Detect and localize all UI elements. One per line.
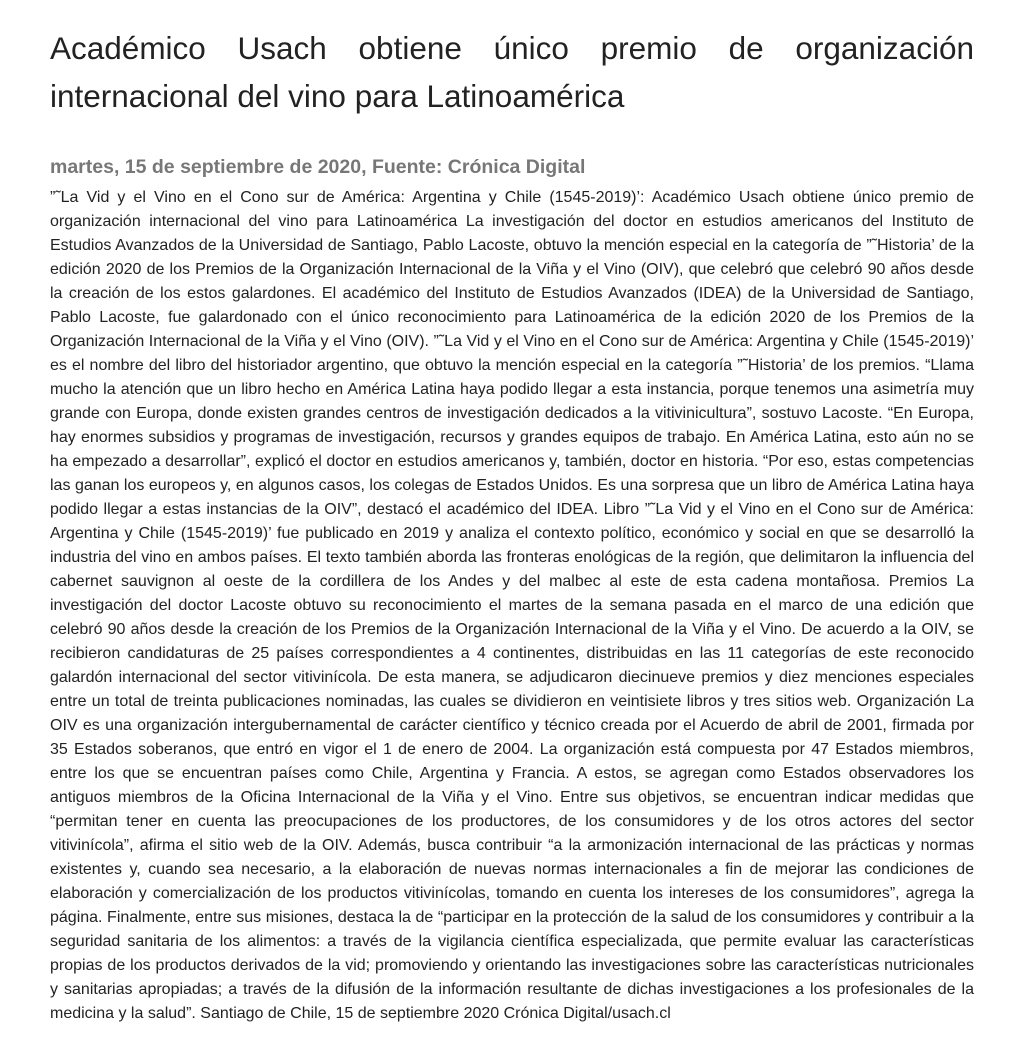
article-title: Académico Usach obtiene único premio de organización internacional del vino para Latinoamérica [50, 30, 974, 114]
article-meta [50, 153, 974, 181]
meta-separator: , [361, 156, 372, 178]
article-source: Crónica Digital [447, 156, 586, 178]
article [50, 24, 974, 1026]
article-date: martes, 15 de septiembre de 2020 [50, 156, 362, 178]
source-label: Fuente: [371, 156, 448, 178]
article-body: ”˜La Vid y el Vino en el Cono sur de América: Argentina y Chile (1545-2019)’: Académico Usach obtiene único premio de organización internacional del vino para Latinoamérica La investigación del doctor en estudios americanos del Instituto de Estudios Avanzados de la Universidad de Santiago, Pablo Lacoste, obtuvo la mención especial en la categoría de ”˜Historia’ de la edición 2020 de los Premios de la Organización Internacional de la Viña y el Vino (OIV), que celebró que celebró 90 años desde la creación de los estos galardones. El académico del Instituto de Estudios Avanzados (IDEA) de la Universidad de Santiago, Pablo Lacoste, fue galardonado con el único reconocimiento para Latinoamérica de la edición 2020 de los Premios de la Organización Internacional de la Viña y el Vino (OIV). ”˜La Vid y el Vino en el Cono sur de América: Argentina y Chile (1545-2019)’ es el nombre del libro del historiador argentino, que obtuvo la mención especial en la categoría ”˜Historia’ de los premios. “Llama mucho la atención que un libro hecho en América Latina haya podido llegar a esta instancia, porque tenemos una asimetría muy grande con Europa, donde existen grandes centros de investigación dedicados a la vitivinicultura”, sostuvo Lacoste. “En Europa, hay enormes subsidios y programas de investigación, recursos y grandes equipos de trabajo. En América Latina, esto aún no se ha empezado a desarrollar”, explicó el doctor en estudios americanos y, también, doctor en historia. “Por eso, estas competencias las ganan los europeos y, en algunos casos, los colegas de Estados Unidos. Es una sorpresa que un libro de América Latina haya podido llegar a estas instancias de la OIV”, destacó el académico del IDEA. Libro ”˜La Vid y el Vino en el Cono sur de América: Argentina y Chile (1545-2019)’ fue publicado en 2019 y analiza el contexto político, económico y social en que se desarrolló la industria del vino en ambos países. El texto también aborda las fronteras enológicas de la región, que delimitaron la influencia del cabernet sauvignon al oeste de la cordillera de los Andes y del malbec al este de esta cadena montañosa. Premios La investigación del doctor Lacoste obtuvo su reconocimiento el martes de la semana pasada en el marco de una edición que celebró 90 años desde la creación de los Premios de la Organización Internacional de la Viña y el Vino. De acuerdo a la OIV, se recibieron candidaturas de 25 países correspondientes a 4 continentes, distribuidas en las 11 categorías de este reconocido galardón internacional del sector vitivinícola. De esta manera, se adjudicaron diecinueve premios y diez menciones especiales entre un total de treinta publicaciones nominadas, las cuales se dividieron en veintisiete libros y tres sitios web. Organización La OIV es una organización intergubernamental de carácter científico y técnico creada por el Acuerdo de abril de 2001, firmada por 35 Estados soberanos, que entró en vigor el 1 de enero de 2004. La organización está compuesta por 47 Estados miembros, entre los que se encuentran países como Chile, Argentina y Francia. A estos, se agregan como Estados observadores los antiguos miembros de la Oficina Internacional de la Viña y el Vino. Entre sus objetivos, se encuentran indicar medidas que “permitan tener en cuenta las preocupaciones de los productores, de los consumidores y de los otros actores del sector vitivinícola”, afirma el sitio web de la OIV. Además, busca contribuir “a la armonización internacional de las prácticas y normas existentes y, cuando sea necesario, a la elaboración de nuevas normas internacionales a fin de mejorar las condiciones de elaboración y comercialización de los productos vitivinícolas, tomando en cuenta los intereses de los consumidores”, agrega la página. Finalmente, entre sus misiones, destaca la de “participar en la protección de la salud de los consumidores y contribuir a la seguridad sanitaria de los alimentos: a través de la vigilancia científica especializada, que permite evaluar las características propias de los productos derivados de la vid; promoviendo y orientando las investigaciones sobre las características nutricionales y sanitarias apropiadas; a través de la difusión de la información resultante de dichas investigaciones a los profesionales de la medicina y la salud”. Santiago de Chile, 15 de septiembre 2020 Crónica Digital/usach.cl [50, 189, 974, 1022]
